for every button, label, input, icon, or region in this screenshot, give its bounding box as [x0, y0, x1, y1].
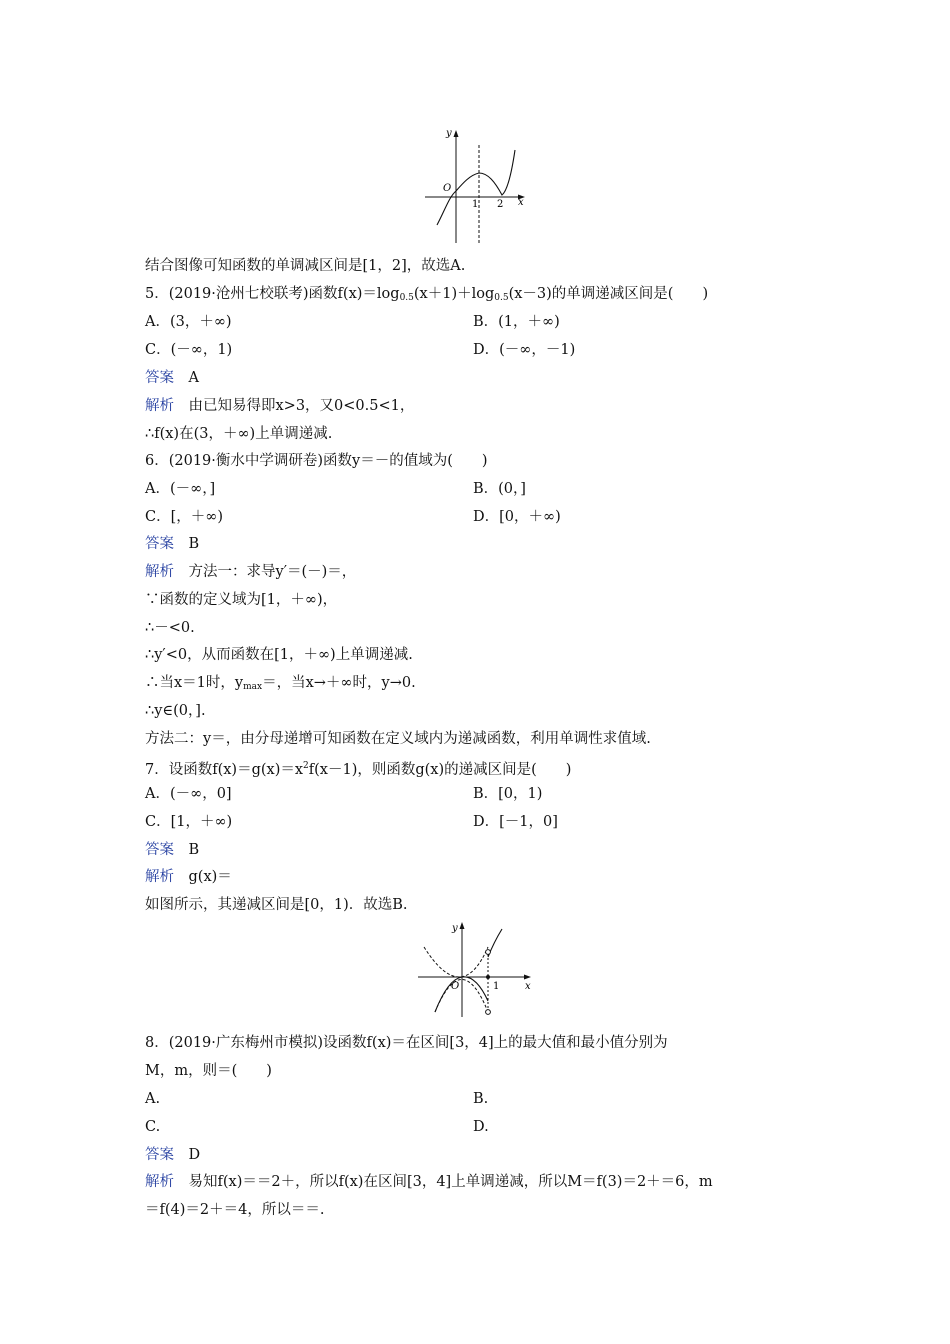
q6-option-d: D．[0，＋∞) [473, 509, 561, 525]
q5-option-b: B．(1，＋∞) [473, 314, 560, 330]
q5-option-a: A．(3，＋∞) [145, 314, 232, 330]
q8-stem-2: M，m，则＝( ) [145, 1063, 272, 1079]
q7-option-c: C．[1，＋∞) [145, 814, 233, 830]
q6-option-c: C．[，＋∞) [145, 509, 223, 525]
q5-solution-2: ∴f(x)在(3，＋∞)上单调递减. [145, 426, 333, 442]
q5-option-c: C．(－∞，1) [145, 342, 233, 358]
q7-option-b: B．[0，1) [473, 786, 543, 802]
q8-option-a: A. [145, 1091, 161, 1107]
q5-solution: 解析 由已知易得即x>3，又0<0.5<1， [145, 398, 415, 414]
q7-option-d: D．[－1，0] [473, 814, 558, 830]
q7-answer: 答案 B [145, 842, 200, 858]
q8-stem: 8．(2019·广东梅州市模拟)设函数f(x)＝在区间[3，4]上的最大值和最小值分别为 [145, 1035, 668, 1051]
q6-solution-5: ∴当x＝1时，$y_{max}=$，当x→＋∞时，y→0. [145, 675, 416, 692]
fig2-x-label: x [525, 981, 531, 992]
q8-answer: 答案 D [145, 1147, 201, 1163]
q6-solution-3: ∴－<0. [145, 620, 195, 636]
q7-solution: 解析 g(x)＝ [145, 869, 232, 885]
fig1-tick-1: 1 [472, 199, 479, 210]
q6-stem: 6．(2019·衡水中学调研卷)函数y＝－的值域为( ) [145, 453, 488, 469]
fig2-tick-1: 1 [493, 981, 500, 992]
q8-solution: 解析 易知f(x)＝＝2＋，所以f(x)在区间[3，4]上单调递减，所以M＝f(3)＝2＋＝6，m [145, 1174, 713, 1190]
fig2-origin-label: O [451, 981, 460, 992]
q5-stem: 5．(2019·沧州七校联考)函数$f(x)=\log_{0.5}(x+1)+\log_{0.5}(x-3)$的单调递减区间是( ) [145, 286, 709, 303]
q8-solution-2: ＝f(4)＝2＋＝4，所以＝＝. [145, 1202, 325, 1218]
fig1-origin-label: O [443, 183, 452, 194]
fig2-y-label: y [452, 923, 458, 934]
piecewise-graph-figure [410, 917, 540, 1020]
q6-solution: 解析 方法一：求导y′＝(－)＝， [145, 564, 357, 580]
q6-option-a: A．(－∞，] [145, 481, 216, 497]
q6-answer: 答案 B [145, 536, 200, 552]
line-conclusion: 结合图像可知函数的单调减区间是[1，2]，故选A. [145, 258, 466, 274]
q5-answer: 答案 A [145, 370, 199, 386]
q7-option-a: A．(－∞，0] [145, 786, 232, 802]
q6-solution-4: ∴y′<0，从而函数在[1，＋∞)上单调递减. [145, 647, 413, 663]
q7-solution-2: 如图所示，其递减区间是[0，1)．故选B. [145, 897, 408, 913]
q5-option-d: D．(－∞，－1) [473, 342, 576, 358]
fig1-y-label: y [446, 128, 452, 139]
q6-option-b: B．(0，] [473, 481, 526, 497]
fig1-tick-2: 2 [497, 199, 504, 210]
fig1-x-label: x [518, 197, 524, 208]
q6-solution-2: ∵函数的定义域为[1，＋∞)， [145, 592, 338, 608]
q8-option-c: C. [145, 1119, 161, 1135]
q7-stem: 7．设函数$f(x)=g(x)=x^2f(x-1)$，则函数g(x)的递减区间是( ) [145, 761, 572, 778]
cubic-graph-figure [425, 125, 530, 247]
q6-solution-7: 方法二：y＝，由分母递增可知函数在定义域内为递减函数，利用单调性求值域. [145, 731, 651, 747]
q6-solution-6: ∴y∈(0，]. [145, 703, 206, 719]
q8-option-d: D. [473, 1119, 489, 1135]
q8-option-b: B. [473, 1091, 489, 1107]
